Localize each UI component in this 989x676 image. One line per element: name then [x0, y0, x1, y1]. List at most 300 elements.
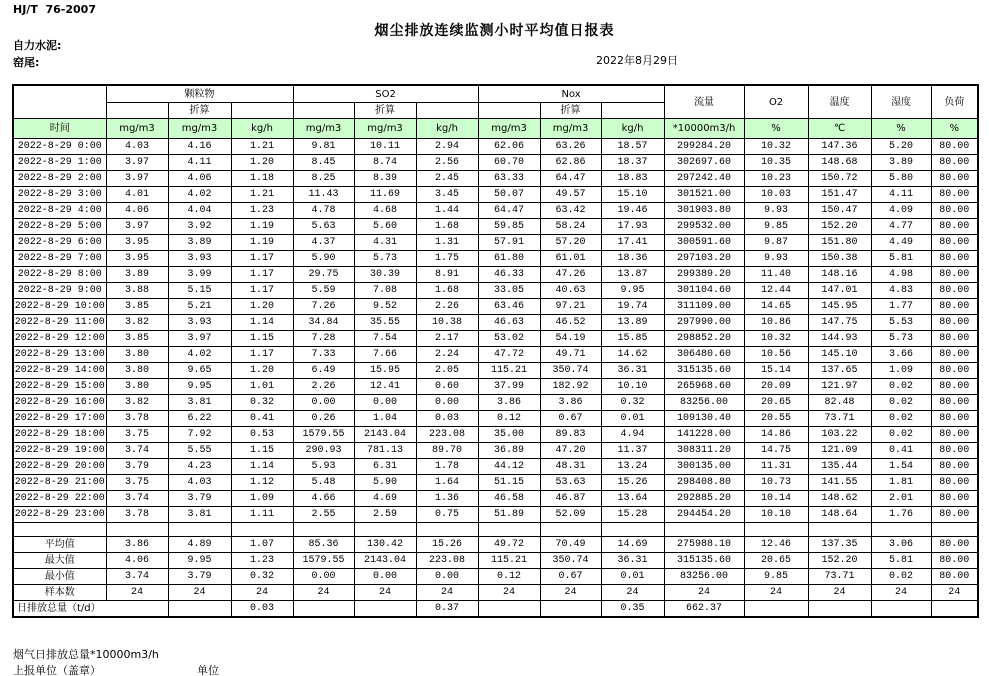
flue-gas-total-note: 烟气日排放总量*10000m3/h [13, 648, 159, 661]
value-cell: 7.54 [354, 331, 416, 347]
value-cell: 60.70 [478, 155, 540, 171]
value-cell: 0.32 [231, 569, 293, 585]
value-cell: 0.32 [601, 395, 664, 411]
value-cell: 61.80 [478, 251, 540, 267]
value-cell [871, 601, 931, 618]
value-cell: 13.89 [601, 315, 664, 331]
value-cell: 9.95 [601, 283, 664, 299]
value-cell: 2.24 [416, 347, 478, 363]
value-cell: 15.85 [601, 331, 664, 347]
value-cell: 1.23 [231, 553, 293, 569]
value-cell: 24 [601, 585, 664, 601]
value-cell: 24 [931, 585, 978, 601]
time-cell: 2022-8-29 18:00 [13, 427, 106, 443]
value-cell: 80.00 [931, 395, 978, 411]
value-cell: 148.62 [808, 491, 871, 507]
value-cell: 59.85 [478, 219, 540, 235]
value-cell: 1.15 [231, 443, 293, 459]
unit-cell: mg/m3 [478, 119, 540, 139]
value-cell: 5.20 [871, 139, 931, 155]
value-cell: 2.26 [416, 299, 478, 315]
time-cell: 2022-8-29 20:00 [13, 459, 106, 475]
value-cell: 152.20 [808, 553, 871, 569]
value-cell: 3.06 [871, 537, 931, 553]
value-cell: 3.81 [168, 395, 231, 411]
value-cell: 10.11 [354, 139, 416, 155]
table-row [13, 459, 978, 475]
value-cell: 13.64 [601, 491, 664, 507]
table-row [13, 443, 978, 459]
o2-header: O2 [744, 85, 808, 119]
value-cell: 5.90 [354, 475, 416, 491]
summary-rows [13, 537, 978, 601]
value-cell: 12.44 [744, 283, 808, 299]
value-cell: 36.31 [601, 553, 664, 569]
value-cell: 308311.20 [664, 443, 744, 459]
value-cell: 80.00 [931, 347, 978, 363]
value-cell: 20.65 [744, 395, 808, 411]
value-cell: 1579.55 [293, 553, 354, 569]
value-cell: 150.38 [808, 251, 871, 267]
value-cell: 1.23 [231, 203, 293, 219]
value-cell: 24 [478, 585, 540, 601]
time-cell: 2022-8-29 0:00 [13, 139, 106, 155]
value-cell: 0.03 [416, 411, 478, 427]
value-cell: 1.17 [231, 251, 293, 267]
unit-cell: mg/m3 [354, 119, 416, 139]
value-cell: 3.89 [168, 235, 231, 251]
value-cell: 3.81 [168, 507, 231, 523]
total-section [13, 601, 978, 618]
time-cell: 2022-8-29 22:00 [13, 491, 106, 507]
value-cell: 0.00 [416, 395, 478, 411]
value-cell: 40.63 [540, 283, 601, 299]
table-row [13, 203, 978, 219]
value-cell: 350.74 [540, 363, 601, 379]
value-cell: 2.55 [293, 507, 354, 523]
value-cell: 2.59 [354, 507, 416, 523]
value-cell: 148.68 [808, 155, 871, 171]
value-cell: 97.21 [540, 299, 601, 315]
table-row [13, 299, 978, 315]
value-cell: 1.75 [416, 251, 478, 267]
value-cell: 6.22 [168, 411, 231, 427]
value-cell: 5.73 [871, 331, 931, 347]
blank-cell [416, 523, 478, 537]
value-cell: 145.95 [808, 299, 871, 315]
value-cell: 46.87 [540, 491, 601, 507]
value-cell: 2143.04 [354, 553, 416, 569]
group-header-row [13, 85, 978, 103]
value-cell: 36.89 [478, 443, 540, 459]
value-cell: 0.00 [354, 395, 416, 411]
value-cell: 1.68 [416, 219, 478, 235]
value-cell: 148.64 [808, 507, 871, 523]
blank-cell [231, 103, 293, 119]
blank-cell [744, 523, 808, 537]
value-cell: 80.00 [931, 299, 978, 315]
value-cell: 297242.40 [664, 171, 744, 187]
value-cell: 302697.60 [664, 155, 744, 171]
value-cell: 150.47 [808, 203, 871, 219]
value-cell: 0.60 [416, 379, 478, 395]
value-cell: 8.39 [354, 171, 416, 187]
so2-converted-header: 折算 [354, 103, 416, 119]
value-cell: 80.00 [931, 219, 978, 235]
value-cell: 57.91 [478, 235, 540, 251]
value-cell: 0.02 [871, 427, 931, 443]
unit-cell: % [931, 119, 978, 139]
value-cell: 1.77 [871, 299, 931, 315]
value-cell: 1.07 [231, 537, 293, 553]
value-cell: 9.52 [354, 299, 416, 315]
value-cell: 0.03 [231, 601, 293, 618]
value-cell: 1.64 [416, 475, 478, 491]
value-cell: 18.83 [601, 171, 664, 187]
value-cell: 80.00 [931, 251, 978, 267]
value-cell: 3.75 [106, 475, 168, 491]
value-cell: 299284.20 [664, 139, 744, 155]
value-cell: 1.01 [231, 379, 293, 395]
value-cell: 6.49 [293, 363, 354, 379]
value-cell: 29.75 [293, 267, 354, 283]
value-cell: 15.10 [601, 187, 664, 203]
value-cell: 1.11 [231, 507, 293, 523]
value-cell: 3.99 [168, 267, 231, 283]
value-cell: 0.41 [871, 443, 931, 459]
value-cell: 12.41 [354, 379, 416, 395]
value-cell: 10.73 [744, 475, 808, 491]
table-row [13, 395, 978, 411]
daily-total-row [13, 601, 978, 618]
summary-row [13, 553, 978, 569]
value-cell: 115.21 [478, 553, 540, 569]
time-cell: 2022-8-29 12:00 [13, 331, 106, 347]
value-cell [540, 601, 601, 618]
daily-total-label: 日排放总量（t/d） [13, 601, 168, 618]
value-cell: 46.58 [478, 491, 540, 507]
value-cell: 24 [354, 585, 416, 601]
value-cell: 7.28 [293, 331, 354, 347]
value-cell: 73.71 [808, 569, 871, 585]
unit-cell: kg/h [416, 119, 478, 139]
value-cell: 80.00 [931, 427, 978, 443]
value-cell: 10.35 [744, 155, 808, 171]
table-row [13, 475, 978, 491]
unit-cell: kg/h [231, 119, 293, 139]
value-cell: 11.31 [744, 459, 808, 475]
value-cell: 8.74 [354, 155, 416, 171]
value-cell: 265968.60 [664, 379, 744, 395]
value-cell: 73.71 [808, 411, 871, 427]
spacer-section [13, 523, 978, 537]
table-row [13, 363, 978, 379]
value-cell: 1.19 [231, 235, 293, 251]
so2-group-header: SO2 [293, 85, 478, 103]
value-cell: 4.11 [871, 187, 931, 203]
value-cell: 151.80 [808, 235, 871, 251]
value-cell: 10.23 [744, 171, 808, 187]
value-cell: 9.93 [744, 203, 808, 219]
value-cell: 10.86 [744, 315, 808, 331]
value-cell: 70.49 [540, 537, 601, 553]
value-cell: 301104.60 [664, 283, 744, 299]
value-cell: 4.98 [871, 267, 931, 283]
value-cell: 1579.55 [293, 427, 354, 443]
value-cell: 54.19 [540, 331, 601, 347]
value-cell: 24 [540, 585, 601, 601]
value-cell: 1.54 [871, 459, 931, 475]
value-cell: 5.60 [354, 219, 416, 235]
value-cell: 315135.60 [664, 363, 744, 379]
value-cell: 1.20 [231, 299, 293, 315]
value-cell: 18.37 [601, 155, 664, 171]
humidity-header: 湿度 [871, 85, 931, 119]
value-cell: 5.21 [168, 299, 231, 315]
value-cell: 781.13 [354, 443, 416, 459]
value-cell: 4.69 [354, 491, 416, 507]
value-cell: 5.80 [871, 171, 931, 187]
value-cell: 0.53 [231, 427, 293, 443]
time-cell: 2022-8-29 15:00 [13, 379, 106, 395]
blank-cell [478, 103, 540, 119]
value-cell: 0.02 [871, 395, 931, 411]
value-cell: 137.65 [808, 363, 871, 379]
blank-cell [13, 523, 106, 537]
value-cell: 80.00 [931, 155, 978, 171]
value-cell: 0.67 [540, 569, 601, 585]
value-cell: 0.12 [478, 569, 540, 585]
value-cell: 20.09 [744, 379, 808, 395]
value-cell: 3.74 [106, 491, 168, 507]
value-cell: 0.37 [416, 601, 478, 618]
blank-cell [293, 523, 354, 537]
value-cell [808, 601, 871, 618]
time-cell: 2022-8-29 19:00 [13, 443, 106, 459]
value-cell: 51.15 [478, 475, 540, 491]
value-cell: 24 [664, 585, 744, 601]
value-cell: 0.12 [478, 411, 540, 427]
standard-code: HJ/T 76-2007 [13, 3, 96, 16]
value-cell: 24 [871, 585, 931, 601]
value-cell: 5.55 [168, 443, 231, 459]
value-cell: 1.15 [231, 331, 293, 347]
kiln-label: 窑尾: [13, 56, 40, 69]
value-cell: 1.20 [231, 363, 293, 379]
value-cell: 9.85 [744, 569, 808, 585]
value-cell: 19.74 [601, 299, 664, 315]
value-cell: 0.02 [871, 379, 931, 395]
value-cell: 13.24 [601, 459, 664, 475]
value-cell: 0.02 [871, 569, 931, 585]
value-cell: 80.00 [931, 171, 978, 187]
table-row [13, 235, 978, 251]
hourly-rows [13, 139, 978, 523]
value-cell: 0.67 [540, 411, 601, 427]
value-cell: 1.17 [231, 283, 293, 299]
value-cell: 3.86 [478, 395, 540, 411]
value-cell: 5.81 [871, 251, 931, 267]
value-cell: 0.02 [871, 411, 931, 427]
unit-label: 单位 [197, 664, 219, 676]
report-date: 2022年8月29日 [596, 54, 678, 67]
value-cell: 49.72 [478, 537, 540, 553]
value-cell: 0.01 [601, 411, 664, 427]
value-cell: 135.44 [808, 459, 871, 475]
value-cell: 4.06 [106, 553, 168, 569]
value-cell: 223.08 [416, 553, 478, 569]
value-cell: 7.08 [354, 283, 416, 299]
value-cell: 9.85 [744, 219, 808, 235]
value-cell: 0.75 [416, 507, 478, 523]
value-cell: 141.55 [808, 475, 871, 491]
table-row [13, 155, 978, 171]
value-cell: 2.56 [416, 155, 478, 171]
time-cell: 2022-8-29 5:00 [13, 219, 106, 235]
value-cell: 4.09 [871, 203, 931, 219]
value-cell: 1.68 [416, 283, 478, 299]
value-cell: 15.28 [601, 507, 664, 523]
value-cell: 2.17 [416, 331, 478, 347]
table-row [13, 187, 978, 203]
blank-cell [354, 523, 416, 537]
value-cell: 4.94 [601, 427, 664, 443]
value-cell: 4.06 [106, 203, 168, 219]
value-cell: 46.63 [478, 315, 540, 331]
value-cell: 4.89 [168, 537, 231, 553]
time-cell: 2022-8-29 1:00 [13, 155, 106, 171]
value-cell: 15.95 [354, 363, 416, 379]
value-cell: 0.35 [601, 601, 664, 618]
flow-header: 流量 [664, 85, 744, 119]
time-cell: 2022-8-29 11:00 [13, 315, 106, 331]
value-cell: 8.91 [416, 267, 478, 283]
value-cell: 3.75 [106, 427, 168, 443]
value-cell: 10.32 [744, 331, 808, 347]
time-cell: 2022-8-29 8:00 [13, 267, 106, 283]
value-cell: 47.20 [540, 443, 601, 459]
value-cell: 3.74 [106, 569, 168, 585]
value-cell: 3.93 [168, 315, 231, 331]
value-cell: 0.00 [416, 569, 478, 585]
value-cell: 2.45 [416, 171, 478, 187]
value-cell: 0.00 [293, 569, 354, 585]
value-cell: 4.11 [168, 155, 231, 171]
value-cell: 20.55 [744, 411, 808, 427]
value-cell: 311109.00 [664, 299, 744, 315]
value-cell: 4.04 [168, 203, 231, 219]
blank-cell [293, 103, 354, 119]
value-cell: 80.00 [931, 411, 978, 427]
value-cell: 290.93 [293, 443, 354, 459]
table-row [13, 219, 978, 235]
value-cell: 4.83 [871, 283, 931, 299]
value-cell: 80.00 [931, 569, 978, 585]
value-cell: 103.22 [808, 427, 871, 443]
table-row [13, 507, 978, 523]
table-row [13, 315, 978, 331]
value-cell: 3.97 [106, 171, 168, 187]
value-cell: 130.42 [354, 537, 416, 553]
value-cell: 80.00 [931, 459, 978, 475]
value-cell: 4.23 [168, 459, 231, 475]
table-row [13, 491, 978, 507]
value-cell: 64.47 [478, 203, 540, 219]
value-cell: 9.81 [293, 139, 354, 155]
summary-row [13, 537, 978, 553]
value-cell: 3.80 [106, 347, 168, 363]
blank-cell [871, 523, 931, 537]
value-cell: 80.00 [931, 139, 978, 155]
value-cell: 3.74 [106, 443, 168, 459]
value-cell: 144.93 [808, 331, 871, 347]
value-cell: 11.37 [601, 443, 664, 459]
value-cell: 47.26 [540, 267, 601, 283]
value-cell: 1.44 [416, 203, 478, 219]
value-cell: 1.14 [231, 315, 293, 331]
summary-row [13, 569, 978, 585]
value-cell: 47.72 [478, 347, 540, 363]
value-cell [744, 601, 808, 618]
value-cell: 0.01 [601, 569, 664, 585]
value-cell: 24 [808, 585, 871, 601]
value-cell: 80.00 [931, 187, 978, 203]
value-cell: 145.10 [808, 347, 871, 363]
value-cell: 1.78 [416, 459, 478, 475]
value-cell: 3.97 [168, 331, 231, 347]
company-label: 自力水泥: [13, 39, 62, 52]
value-cell: 80.00 [931, 283, 978, 299]
blank-cell [416, 103, 478, 119]
value-cell: 298408.80 [664, 475, 744, 491]
time-header-spacer [13, 85, 106, 119]
value-cell: 80.00 [931, 443, 978, 459]
value-cell: 4.78 [293, 203, 354, 219]
value-cell: 80.00 [931, 379, 978, 395]
value-cell: 15.14 [744, 363, 808, 379]
value-cell [354, 601, 416, 618]
value-cell: 294454.20 [664, 507, 744, 523]
time-cell: 2022-8-29 2:00 [13, 171, 106, 187]
value-cell: 53.63 [540, 475, 601, 491]
value-cell: 301521.00 [664, 187, 744, 203]
value-cell: 80.00 [931, 267, 978, 283]
value-cell: 3.79 [106, 459, 168, 475]
value-cell: 80.00 [931, 475, 978, 491]
value-cell: 662.37 [664, 601, 744, 618]
value-cell: 4.49 [871, 235, 931, 251]
value-cell: 3.66 [871, 347, 931, 363]
blank-cell [931, 523, 978, 537]
value-cell: 115.21 [478, 363, 540, 379]
value-cell: 5.59 [293, 283, 354, 299]
value-cell: 0.00 [293, 395, 354, 411]
value-cell: 46.33 [478, 267, 540, 283]
value-cell: 24 [293, 585, 354, 601]
value-cell: 10.56 [744, 347, 808, 363]
value-cell: 63.26 [540, 139, 601, 155]
value-cell: 4.02 [168, 187, 231, 203]
value-cell: 4.06 [168, 171, 231, 187]
value-cell: 0.00 [354, 569, 416, 585]
value-cell: 80.00 [931, 507, 978, 523]
value-cell: 14.62 [601, 347, 664, 363]
value-cell: 30.39 [354, 267, 416, 283]
value-cell: 1.09 [871, 363, 931, 379]
value-cell: 24 [106, 585, 168, 601]
value-cell: 20.65 [744, 553, 808, 569]
blank-cell [106, 523, 168, 537]
